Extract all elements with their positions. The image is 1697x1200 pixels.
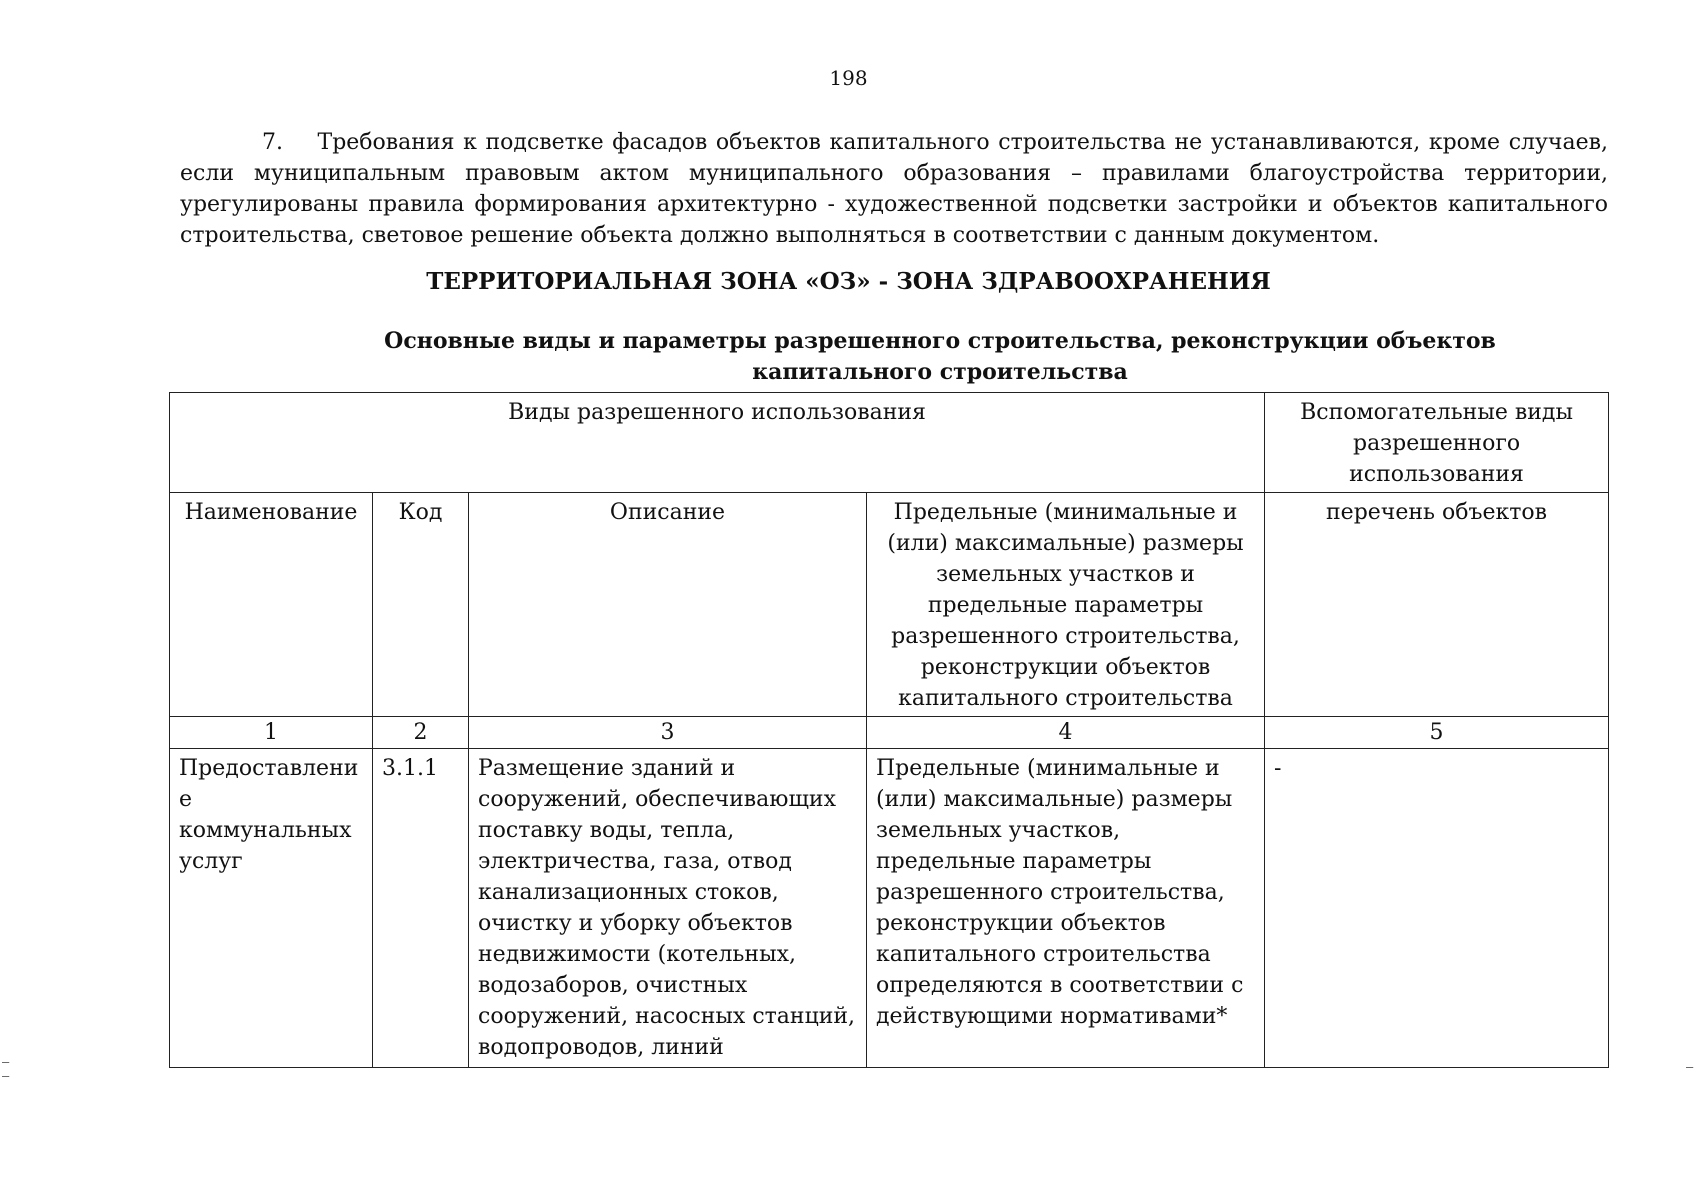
table-group-header-row [170, 393, 1609, 493]
column-number-row [170, 717, 1609, 749]
table-column-header-row [170, 493, 1609, 717]
row-code-cell: 3.1.1 [373, 749, 469, 1068]
paragraph-7: 7. Требования к подсветке фасадов объектов капитального строительства не устанавливаются, кроме случаев, если муниципальным правовым актом муниципального образования – правилами благоустройства территории, урегулированы правила формирования архитектурно - художественной подсветки застройки и объектов капитального строительства, световое решение объекта должно выполняться в соответствии с данным документом. [180, 130, 1608, 248]
column-number: 4 [867, 717, 1265, 749]
row-description-cell: Размещение зданий и сооружений, обеспечивающих поставку воды, тепла, электричества, газа, отвод канализационных стоков, очистку и уборку объектов недвижимости (котельных, водозаборов, очистных сооружений, насосных станций, водопроводов, линий [469, 749, 867, 1068]
table-row [170, 749, 1609, 1068]
section-subtitle: Основные виды и параметры разрешенного строительства, реконструкции объектов капитального строительства [384, 328, 1496, 385]
column-number: 1 [170, 717, 373, 749]
zone-title: ТЕРРИТОРИАЛЬНАЯ ЗОНА «ОЗ» - ЗОНА ЗДРАВООХРАНЕНИЯ [426, 268, 1271, 295]
group-header-main: Виды разрешенного использования [170, 393, 1265, 493]
column-number: 5 [1265, 717, 1609, 749]
column-header-description: Описание [469, 493, 867, 717]
column-number: 2 [373, 717, 469, 749]
column-header-objects: перечень объектов [1265, 493, 1609, 717]
scan-edge-mark-left: – – [2, 1055, 10, 1083]
row-objects-cell: - [1265, 749, 1609, 1068]
group-header-aux: Вспомогательные виды разрешенного использования [1265, 393, 1609, 493]
column-header-name: Наименование [170, 493, 373, 717]
column-header-limits: Предельные (минимальные и (или) максимальные) размеры земельных участков и предельные параметры разрешенного строительства, реконструкции объектов капитального строительства [867, 493, 1265, 717]
column-number: 3 [469, 717, 867, 749]
column-header-code: Код [373, 493, 469, 717]
scan-edge-mark-right: – [1686, 1060, 1694, 1074]
row-name-cell: Предоставлени е коммунальных услуг [170, 749, 373, 1068]
page-number: 198 [829, 66, 868, 90]
permitted-use-table [169, 392, 1609, 1068]
row-limits-cell: Предельные (минимальные и (или) максимальные) размеры земельных участков, предельные параметры разрешенного строительства, реконструкции объектов капитального строительства определяются в соответствии с действующими нормативами* [867, 749, 1265, 1068]
